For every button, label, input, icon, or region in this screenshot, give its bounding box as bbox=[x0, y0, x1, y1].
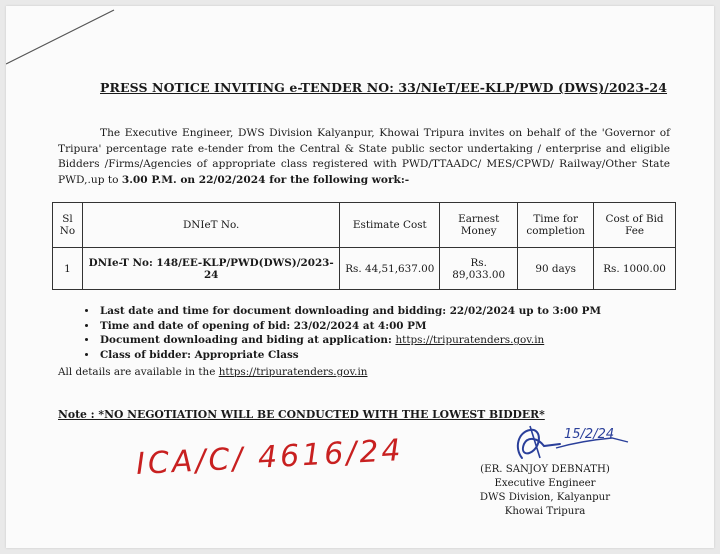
signatory-designation: Executive Engineer bbox=[494, 478, 596, 489]
all-details-line bbox=[58, 366, 367, 378]
intro-text: The Executive Engineer, DWS Division Kalyanpur, Khowai Tripura invites on behalf of the 'Governor of Tripura' percentage rate e-tender from the Central & State public sector undertaking / enterprise and eligible Bidders /Firms/Agencies of appropriate class registered with PWD/TTAADC/ MES/CPWD/ Railway/Other State PWD,.up to bbox=[58, 127, 670, 186]
intro-paragraph bbox=[58, 126, 670, 188]
header-sl-no: Sl No bbox=[53, 203, 83, 248]
signatory-block bbox=[470, 463, 620, 519]
signatory-division: DWS Division, Kalyanpur bbox=[479, 492, 611, 503]
handwritten-reference-number: ICA/C/ 4616/24 bbox=[135, 433, 405, 482]
tender-table bbox=[52, 202, 676, 290]
signatory-name: (ER. SANJOY DEBNATH) bbox=[480, 464, 610, 475]
list-item-opening-date: • Time and date of opening of bid: 23/02/2024 at 4:00 PM bbox=[98, 319, 658, 334]
negotiation-note: Note : *NO NEGOTIATION WILL BE CONDUCTED WITH THE LOWEST BIDDER* bbox=[58, 408, 545, 421]
tender-details-list bbox=[74, 304, 658, 362]
downloading-label: Document downloading and biding at application: bbox=[100, 334, 396, 347]
cell-estimate-cost: Rs. 44,51,637.00 bbox=[340, 248, 440, 290]
all-details-link[interactable]: https://tripuratenders.gov.in bbox=[218, 366, 368, 378]
signatory-location: Khowai Tripura bbox=[504, 506, 586, 517]
list-item-last-date: • Last date and time for document downloading and bidding: 22/02/2024 up to 3:00 PM bbox=[98, 304, 658, 319]
signature-date: 15/2/24 bbox=[564, 427, 615, 442]
header-dniet-no: DNIeT No. bbox=[82, 203, 339, 248]
list-item-downloading bbox=[98, 333, 658, 348]
all-details-label: All details are available in the bbox=[58, 366, 219, 378]
header-cost-of-bid-fee: Cost of Bid Fee bbox=[594, 203, 676, 248]
table-row bbox=[53, 248, 676, 290]
header-earnest-money: Earnest Money bbox=[440, 203, 518, 248]
header-estimate-cost: Estimate Cost bbox=[340, 203, 440, 248]
downloading-link[interactable]: https://tripuratenders.gov.in bbox=[395, 334, 545, 347]
header-time-for-completion: Time for completion bbox=[518, 203, 594, 248]
cell-dniet-no: DNIe-T No: 148/EE-KLP/PWD(DWS)/2023-24 bbox=[82, 248, 339, 290]
fold-line-mark bbox=[6, 6, 116, 66]
cell-cost-of-bid-fee: Rs. 1000.00 bbox=[594, 248, 676, 290]
intro-deadline: 3.00 P.M. on 22/02/2024 for the following work:- bbox=[121, 173, 410, 186]
cell-earnest-money: Rs. 89,033.00 bbox=[440, 248, 518, 290]
list-item-class-of-bidder: • Class of bidder: Appropriate Class bbox=[98, 348, 658, 363]
table-header-row bbox=[53, 203, 676, 248]
cell-sl-no: 1 bbox=[53, 248, 83, 290]
notice-title: PRESS NOTICE INVITING e-TENDER NO: 33/NIeT/EE-KLP/PWD (DWS)/2023-24 bbox=[100, 80, 668, 95]
cell-time-for-completion: 90 days bbox=[518, 248, 594, 290]
